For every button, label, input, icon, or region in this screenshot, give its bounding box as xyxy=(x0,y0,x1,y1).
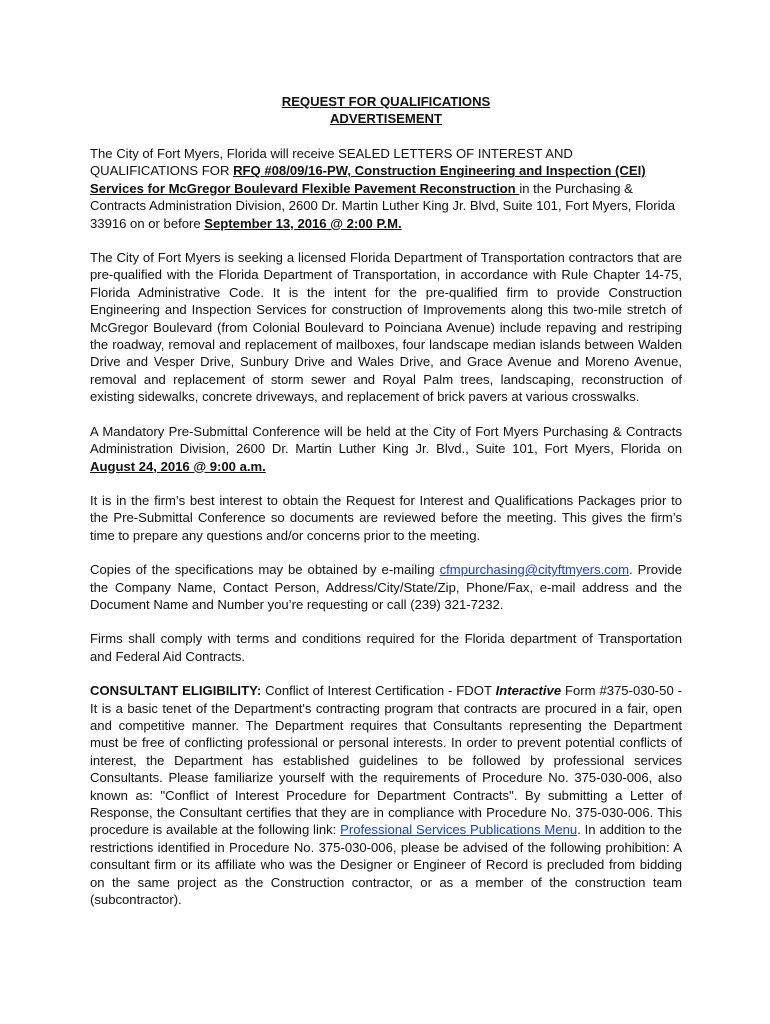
paragraph-compliance: Firms shall comply with terms and conditions required for the Florida department of Transportation and Federal Aid Contracts. xyxy=(90,631,682,664)
doc-title-line2: ADVERTISEMENT xyxy=(329,111,443,126)
eligibility-label: CONSULTANT ELIGIBILITY: xyxy=(90,683,262,699)
publications-menu-link[interactable]: Professional Services Publications Menu xyxy=(340,822,578,838)
interactive-term: Interactive xyxy=(495,683,562,699)
eligibility-text-3: . In addition to the restrictions identified in Procedure No. 375-030-006, please be advised of the following prohibition: A consultant firm or its affiliate who was the Designer or Engineer of Record is precluded from bidding on the same project as the Construction contractor, or as a member of the construction team (subcontractor). xyxy=(90,822,682,908)
paragraph-conference xyxy=(90,423,682,475)
eligibility-text-2: Form #375-030-50 - It is a basic tenet of the Department's contracting program that contracts are procured in a fair, open and competitive manner. The Department requires that Consultants representing the Department must be free of conflicting professional or personal interests. In order to prevent potential conflicts of interest, the Department has established guidelines to be followed by professional services Consultants. Please familiarize yourself with the requirements of Procedure No. 375-030-006, also known as: "Conflict of Interest Procedure for Department Contracts". By submitting a Letter of Response, the Consultant certifies that they are in compliance with Procedure No. 375-030-006. This procedure is available at the following link: xyxy=(90,683,682,838)
intro-location: in the Purchasing & Contracts Administration Division, 2600 Dr. Martin Luther King Jr. Blvd, Suite 101, Fort Myers, Florida 33916 on or before xyxy=(90,180,676,231)
eligibility-text-1: Conflict of Interest Certification - FDOT xyxy=(261,683,496,699)
intro-text: The City of Fort Myers, Florida will receive SEALED LETTERS OF INTEREST AND QUALIFICATIONS FOR xyxy=(90,146,573,179)
paragraph-packages: It is in the firm’s best interest to obtain the Request for Interest and Qualifications Packages prior to the Pre-Submittal Conference so documents are reviewed before the meeting. This gives the firm’s time to prepare any questions and/or concerns prior to the meeting. xyxy=(90,492,682,543)
copies-details: . Provide the Company Name, Contact Person, Address/City/State/Zip, Phone/Fax, e-mail address and the Document Name and Number you’re requesting or call (239) 321-7232. xyxy=(90,562,682,612)
submission-deadline: September 13, 2016 @ 2:00 P.M. xyxy=(204,215,402,231)
document-page xyxy=(90,93,682,908)
paragraph-eligibility xyxy=(90,682,682,908)
paragraph-copies xyxy=(90,561,682,613)
conference-text: A Mandatory Pre-Submittal Conference will be held at the City of Fort Myers Purchasing & Contracts Administration Division, 2600 Dr. Martin Luther King Jr. Blvd., Suite 101, Fort Myers, Florida on xyxy=(90,423,682,457)
conference-date: August 24, 2016 @ 9:00 a.m. xyxy=(90,458,266,474)
doc-title-line1: REQUEST FOR QUALIFICATIONS xyxy=(281,94,491,109)
paragraph-scope: The City of Fort Myers is seeking a licensed Florida Department of Transportation contractors that are pre-qualified with the Florida Department of Transportation, in accordance with Rule Chapter 14-75, Florida Administrative Code. It is the intent for the pre-qualified firm to provide Construction Engineering and Inspection Services for construction of Improvements along this two-mile stretch of McGregor Boulevard (from Colonial Boulevard to Poinciana Avenue) include repaving and restriping the roadway, removal and replacement of mailboxes, four landscape median islands between Walden Drive and Vesper Drive, Sunbury Drive and Wales Drive, and Grace Avenue and Moreno Avenue, removal and replacement of storm sewer and Royal Palm trees, landscaping, reconstruction of existing sidewalks, concrete driveways, and replacement of brick pavers at various crosswalks. xyxy=(90,250,682,405)
rfq-title: RFQ #08/09/16-PW, Construction Engineering and Inspection (CEI) Services for McGregor Boulevard Flexible Pavement Reconstruction xyxy=(90,163,646,196)
paragraph-intro xyxy=(90,145,682,232)
copies-text: Copies of the specifications may be obtained by e-mailing xyxy=(90,562,440,578)
email-link[interactable]: cfmpurchasing@cityftmyers.com xyxy=(439,562,629,578)
